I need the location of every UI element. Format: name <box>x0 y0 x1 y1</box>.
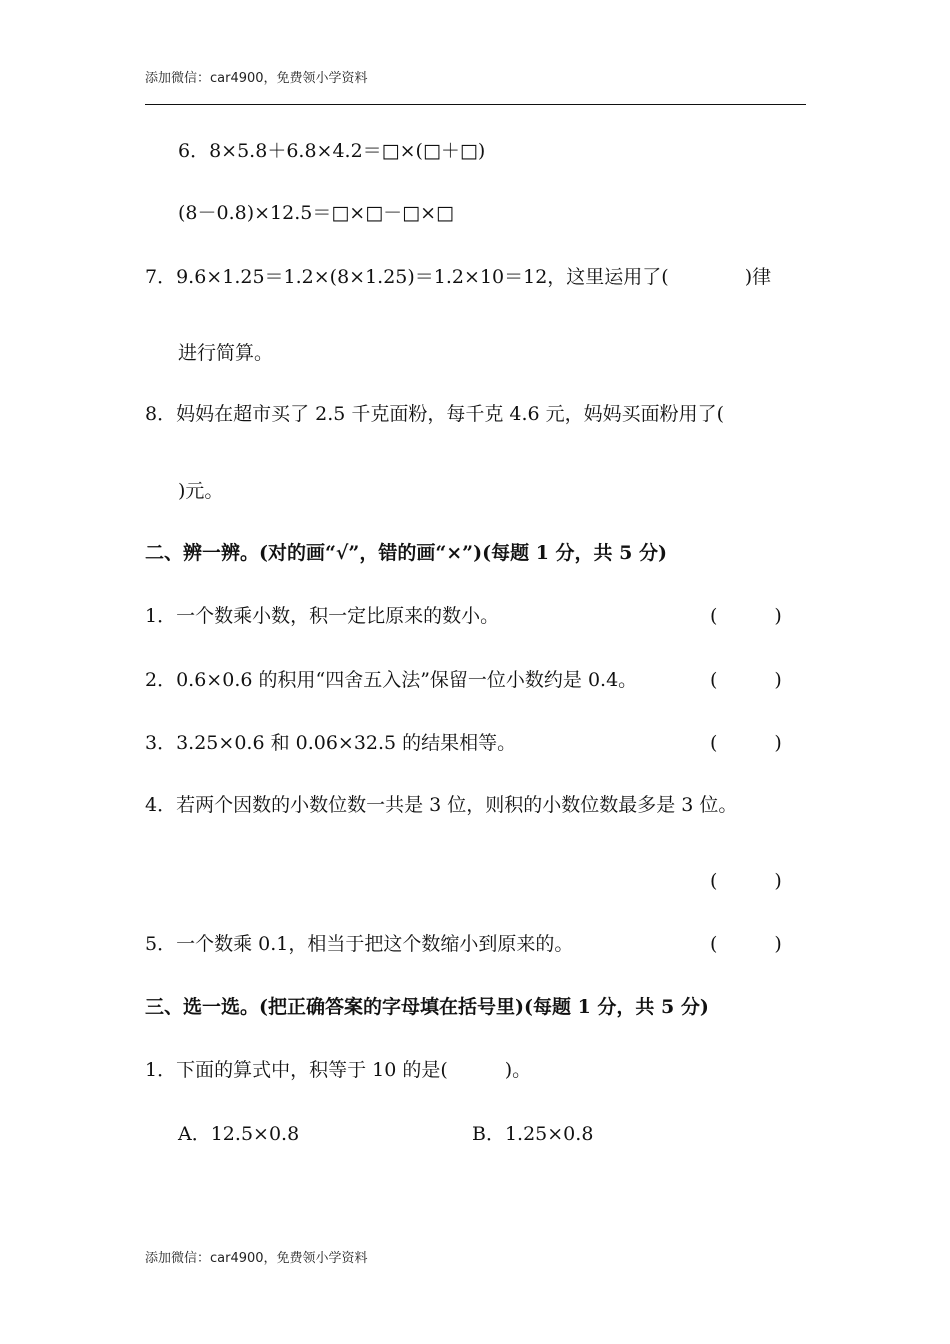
judge-answer-paren-1: ( ) <box>710 605 782 627</box>
section-2-title: 二、辨一辨。(对的画“√”，错的画“×”)(每题 1 分，共 5 分) <box>145 542 667 564</box>
judge-item-5: 5．一个数乘 0.1，相当于把这个数缩小到原来的。 <box>145 933 574 955</box>
page-header-text: 添加微信：car4900，免费领小学资料 <box>145 71 368 86</box>
question-8-line-2: )元。 <box>178 480 224 502</box>
question-7-line-2: 进行简算。 <box>178 342 274 364</box>
question-6-line-1: 6．8×5.8＋6.8×4.2＝□×(□＋□) <box>178 140 486 162</box>
header-divider <box>145 104 806 105</box>
judge-answer-paren-3: ( ) <box>710 732 782 754</box>
judge-item-3: 3．3.25×0.6 和 0.06×32.5 的结果相等。 <box>145 732 517 754</box>
judge-item-1: 1．一个数乘小数，积一定比原来的数小。 <box>145 605 500 627</box>
question-8-line-1: 8．妈妈在超市买了 2.5 千克面粉，每千克 4.6 元，妈妈买面粉用了( <box>145 403 725 425</box>
judge-item-2: 2．0.6×0.6 的积用“四舍五入法”保留一位小数约是 0.4。 <box>145 669 638 691</box>
question-7-line-1: 7．9.6×1.25＝1.2×(8×1.25)＝1.2×10＝12，这里运用了( )律 <box>145 266 772 288</box>
judge-answer-paren-4: ( ) <box>710 870 782 892</box>
section-3-title: 三、选一选。(把正确答案的字母填在括号里)(每题 1 分，共 5 分) <box>145 996 709 1018</box>
choice-question-1: 1．下面的算式中，积等于 10 的是( )。 <box>145 1059 532 1081</box>
judge-answer-paren-5: ( ) <box>710 933 782 955</box>
judge-answer-paren-2: ( ) <box>710 669 782 691</box>
option-b: B．1.25×0.8 <box>472 1123 594 1145</box>
page-footer-text: 添加微信：car4900，免费领小学资料 <box>145 1251 368 1266</box>
option-a: A．12.5×0.8 <box>178 1123 300 1145</box>
question-6-line-2: (8－0.8)×12.5＝□×□－□×□ <box>178 202 455 224</box>
judge-item-4: 4．若两个因数的小数位数一共是 3 位，则积的小数位数最多是 3 位。 <box>145 794 738 816</box>
